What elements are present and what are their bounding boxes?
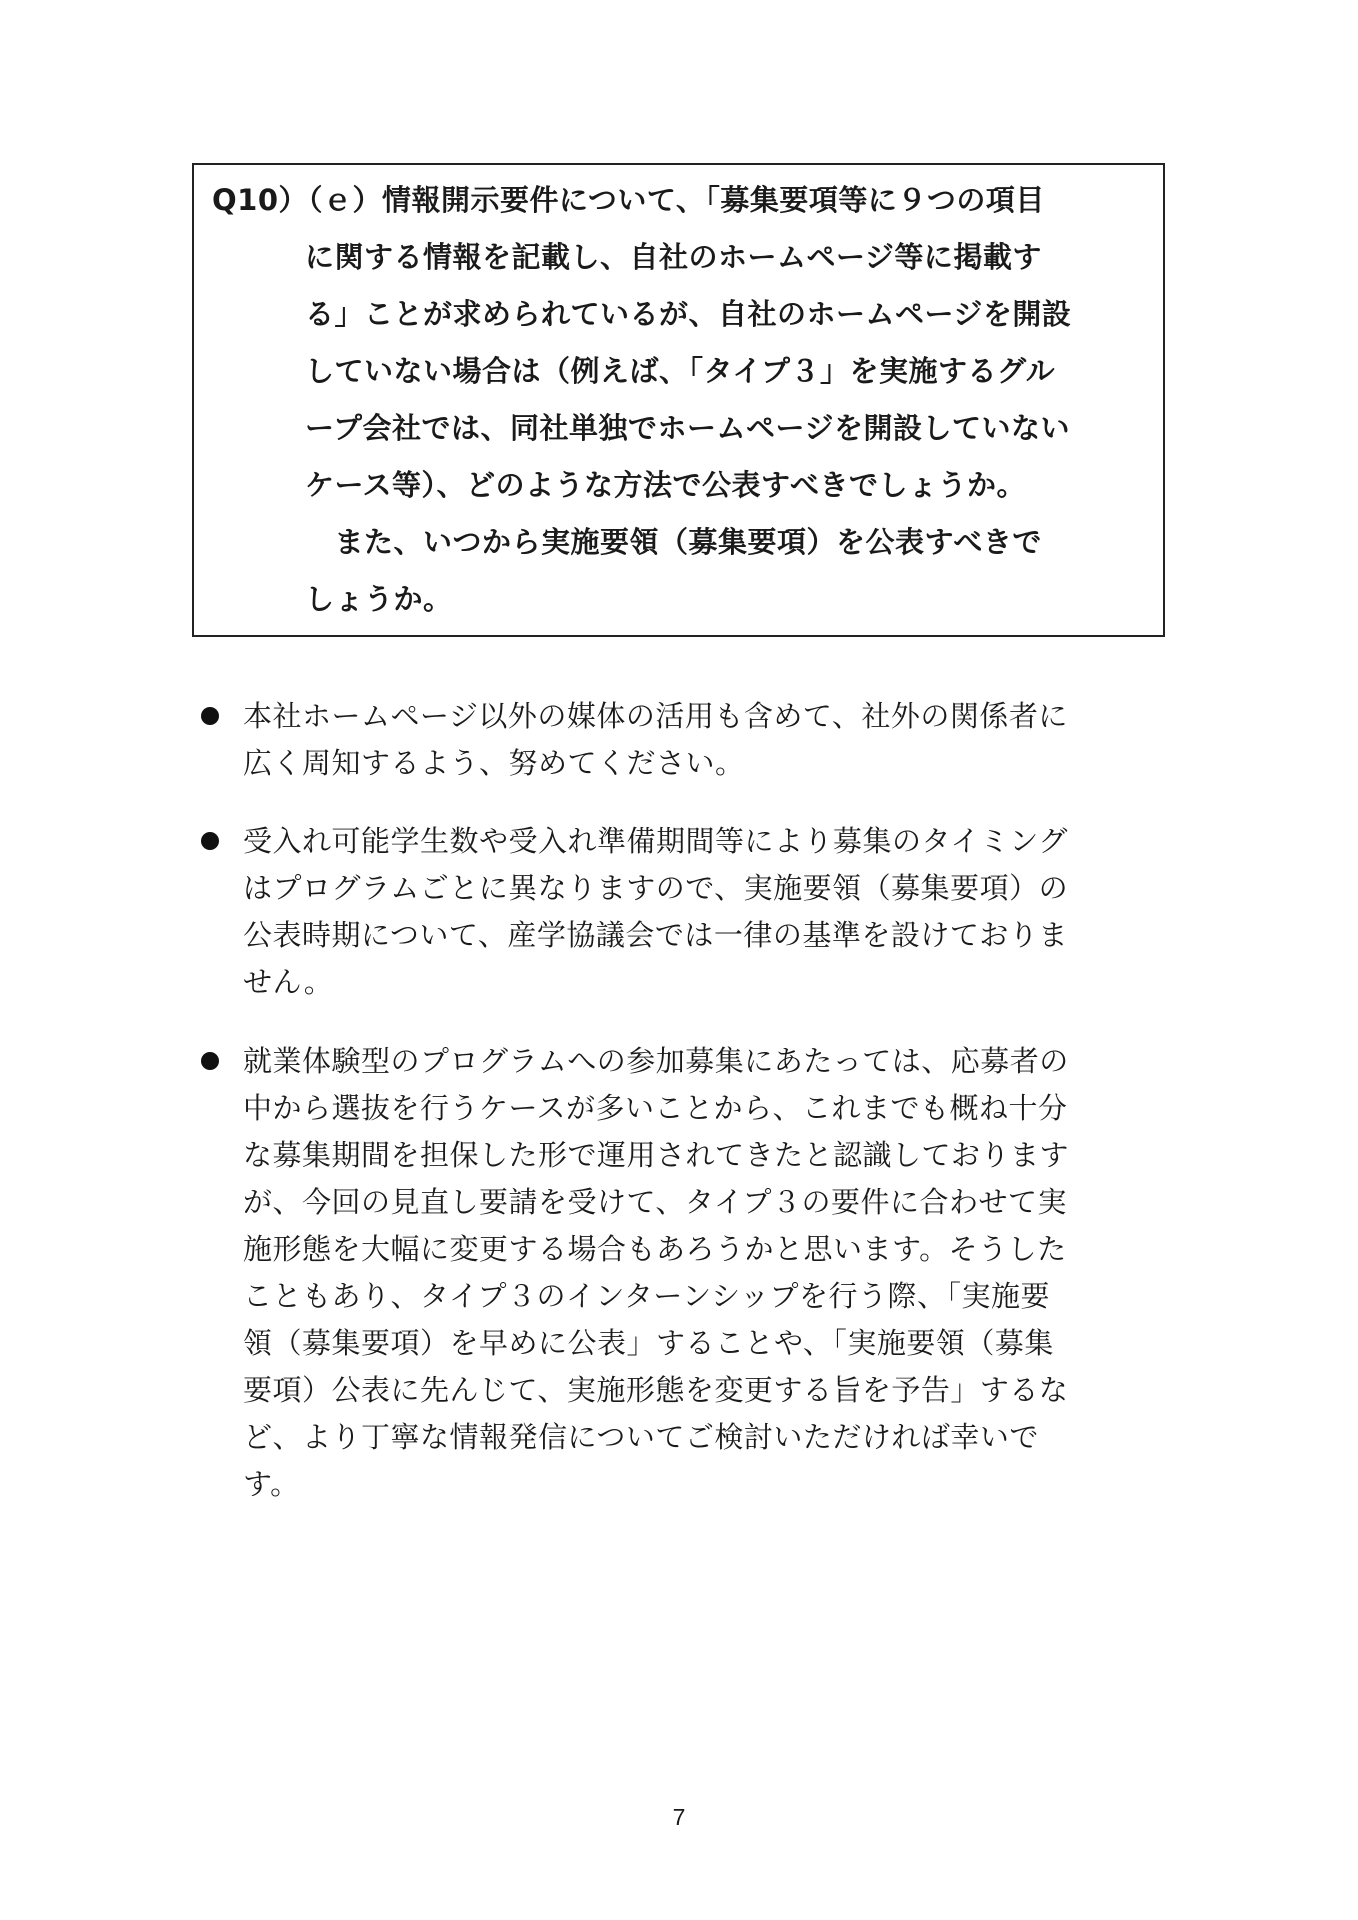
question-line: ープ会社では、同社単独でホームページを開設していない [305,411,1070,445]
question-line: していない場合は（例えば、「タイプ３」を実施するグル [305,354,1056,388]
answer-line: はプログラムごとに異なりますので、実施要領（募集要項）の [243,871,1069,905]
answer-line: 要項）公表に先んじて、実施形態を変更する旨を予告」するな [243,1373,1069,1407]
answer-line: 公表時期について、産学協議会では一律の基準を設けておりま [243,918,1068,952]
question-line: Q10）（ｅ）情報開示要件について、「募集要項等に９つの項目 [212,183,1045,217]
bullet-icon [201,1052,219,1070]
answer-line: 本社ホームページ以外の媒体の活用も含めて、社外の関係者に [243,699,1068,733]
answer-line: 領（募集要項）を早めに公表」することや、「実施要領（募集 [243,1326,1054,1360]
answer-line: す。 [243,1467,300,1501]
answer-line: せん。 [243,965,334,999]
page-number: 7 [672,1804,686,1830]
bullet-icon [201,832,219,850]
answer-line: こともあり、タイプ３のインターンシップを行う際、「実施要 [243,1279,1051,1313]
question-line: しょうか。 [305,582,453,616]
answer-line: 施形態を大幅に変更する場合もあろうかと思います。そうした [243,1232,1067,1266]
answer-line: 受入れ可能学生数や受入れ準備期間等により募集のタイミング [243,824,1068,858]
question-line: に関する情報を記載し、自社のホームページ等に掲載す [305,240,1042,274]
answer-line: ど、より丁寧な情報発信についてご検討いただければ幸いで [243,1420,1039,1454]
answer-line: 中から選抜を行うケースが多いことから、これまでも概ね十分 [243,1091,1068,1125]
question-line: また、いつから実施要領（募集要項）を公表すべきで [305,525,1042,559]
answer-line: 就業体験型のプログラムへの参加募集にあたっては、応募者の [243,1044,1069,1078]
bullet-icon [201,707,219,725]
question-box [192,163,1165,637]
answer-line: な募集期間を担保した形で運用されてきたと認識しております [243,1138,1070,1172]
answer-line: 広く周知するよう、努めてください。 [243,746,745,780]
answer-line: が、今回の見直し要請を受けて、タイプ３の要件に合わせて実 [243,1185,1067,1219]
question-line: ケース等）、どのような方法で公表すべきでしょうか。 [305,468,1026,502]
question-line: る」ことが求められているが、自社のホームページを開設 [305,297,1072,331]
